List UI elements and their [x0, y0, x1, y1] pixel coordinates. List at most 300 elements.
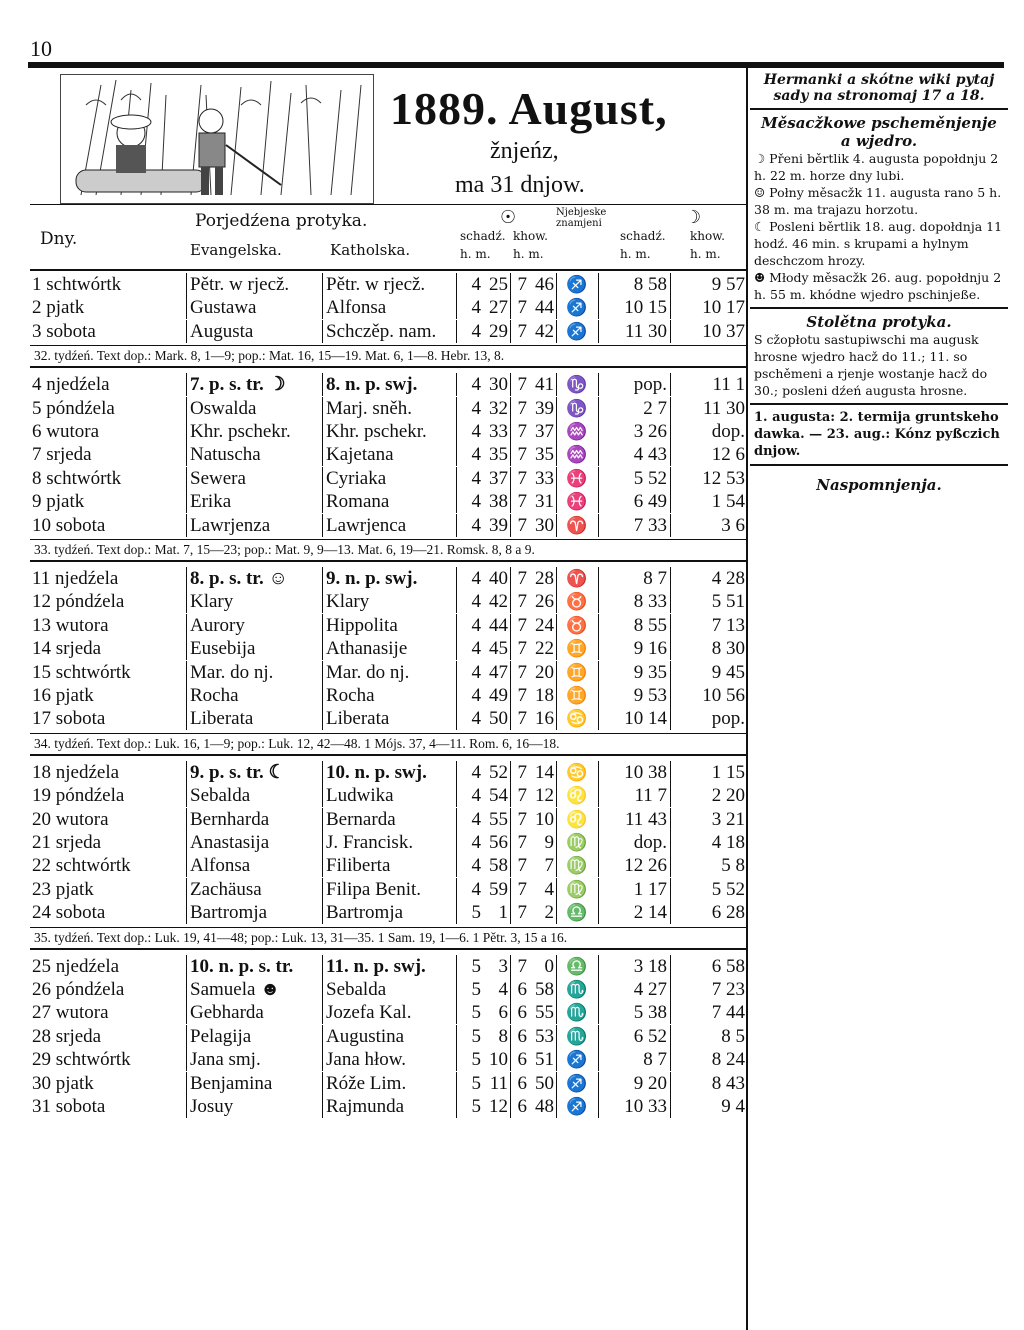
- moon-phases: [750, 110, 1008, 309]
- markets-note: [750, 68, 1008, 110]
- sunrise-minute: 4: [498, 979, 508, 1000]
- sunrise-minute: 33: [489, 421, 508, 442]
- sunset-minute: 9: [544, 832, 554, 853]
- moonset: 8 24: [670, 1048, 747, 1071]
- sunset-minute: 42: [535, 320, 554, 342]
- sunrise-minute: 12: [489, 1096, 508, 1117]
- moonrise: 12 26: [598, 854, 669, 877]
- day-row: [30, 1048, 746, 1071]
- evangelical-name: Sewera: [186, 467, 325, 490]
- moonset: 4 28: [670, 567, 747, 590]
- evangelical-name: Pětr. w rjecž.: [186, 273, 325, 296]
- day-name: 7 srjeda: [32, 444, 92, 466]
- zodiac-sign-icon: ♊: [556, 637, 597, 660]
- sunrise-minute: 3: [498, 955, 508, 977]
- moonset: 1 54: [670, 490, 747, 513]
- catholic-name: 8. n. p. swj.: [322, 373, 456, 396]
- moonrise: 11 43: [598, 808, 669, 831]
- col-evangelical: Evangelska.: [190, 241, 282, 259]
- sunset-hour: 7: [510, 854, 527, 877]
- sunrise-minute: 39: [489, 514, 508, 536]
- sunset-minute: 31: [535, 491, 554, 513]
- sunrise-hour: 4: [456, 514, 481, 537]
- sunset-minute: 7: [544, 855, 554, 877]
- sunrise-hour: 4: [456, 761, 481, 784]
- evangelical-name: Benjamina: [186, 1072, 325, 1095]
- moonrise: 9 35: [598, 661, 669, 684]
- evangelical-name: Bernharda: [186, 808, 325, 831]
- moon-phase-2: ☺ Połny měsacžk 11. augusta rano 5 h. 38 m. ma trajazu horzotu.: [754, 185, 1002, 217]
- day-row: [30, 320, 746, 343]
- moonrise: 3 26: [598, 420, 669, 443]
- day-name: 12 póndźela: [32, 591, 125, 613]
- moonset: 10 56: [670, 684, 747, 707]
- zodiac-sign-icon: ♋: [556, 707, 597, 730]
- sunset-minute: 55: [535, 1002, 554, 1024]
- sunset-hour: 7: [510, 420, 527, 443]
- catholic-name: Khr. pschekr.: [322, 420, 456, 443]
- day-row: [30, 614, 746, 637]
- sunrise-minute: 25: [489, 274, 508, 295]
- sunrise-hour: 4: [456, 854, 481, 877]
- sunset-minute: 35: [535, 444, 554, 466]
- evangelical-name: Augusta: [186, 320, 325, 343]
- day-name: 26 póndźela: [32, 979, 125, 1000]
- day-name: 3 sobota: [32, 320, 96, 342]
- sunrise-hour: 4: [456, 831, 481, 854]
- evangelical-name: 7. p. s. tr. ☽: [186, 373, 325, 396]
- sunset-minute: 41: [535, 374, 554, 396]
- sunrise-minute: 44: [489, 614, 508, 636]
- sun-icon: ☉: [500, 207, 517, 228]
- day-name: 27 wutora: [32, 1002, 109, 1024]
- day-row: [30, 273, 746, 296]
- catholic-name: Schczěp. nam.: [322, 320, 456, 343]
- catholic-name: Filiberta: [322, 854, 456, 877]
- day-row: [30, 761, 746, 784]
- sunrise-minute: 27: [489, 297, 508, 319]
- terms-note: [750, 405, 1008, 466]
- sunset-hour: 7: [510, 514, 527, 537]
- sunset-hour: 7: [510, 397, 527, 420]
- sunrise-hour: 4: [456, 590, 481, 613]
- catholic-name: Sebalda: [322, 978, 456, 1001]
- moonset: 12 6: [670, 443, 747, 466]
- moon-phase-3: ☾ Posleni běrtlik 18. aug. dopołdnja 11 hodź. 46 min. s krupami a hylnym deschczom hrozy.: [754, 219, 1003, 268]
- moonset: 6 58: [670, 955, 747, 978]
- day-row: [30, 978, 746, 1001]
- sunset-hour: 7: [510, 467, 527, 490]
- evangelical-name: Sebalda: [186, 784, 325, 807]
- sunset-hour: 7: [510, 784, 527, 807]
- catholic-name: 9. n. p. swj.: [322, 567, 456, 590]
- day-row: [30, 467, 746, 490]
- terms-text: 1. augusta: 2. termija gruntskeho dawka. — 23. aug.: Kónz pyßczich dnjow.: [754, 410, 1000, 459]
- evangelical-name: Khr. pschekr.: [186, 420, 325, 443]
- zodiac-sign-icon: ♎: [556, 955, 597, 978]
- day-row: [30, 397, 746, 420]
- day-row: [30, 901, 746, 924]
- moon-set-hm: h. m.: [690, 247, 721, 261]
- week-readings: 33. tydźeń. Text dop.: Mat. 7, 15—23; pop.: Mat. 9, 9—13. Mat. 6, 19—21. Romsk. 8, 8 a 9.: [30, 539, 746, 562]
- evangelical-name: Pelagija: [186, 1025, 325, 1048]
- catholic-name: Rocha: [322, 684, 456, 707]
- moonrise: 6 49: [598, 490, 669, 513]
- sunset-minute: 44: [535, 297, 554, 319]
- zodiac-sign-icon: ♋: [556, 761, 597, 784]
- day-name: 22 schtwórtk: [32, 855, 131, 877]
- moonset: 7 44: [670, 1001, 747, 1024]
- moon-phase-4: ☻ Młody měsacžk 26. aug. popołdnju 2 h. 55 m. khódne wjedro pschinjeße.: [754, 270, 1002, 302]
- week-readings: 35. tydźeń. Text dop.: Luk. 19, 41—48; pop.: Luk. 13, 31—35. 1 Sam. 19, 1—6. 1 Pětr. 3, 15 a 16.: [30, 927, 746, 950]
- evangelical-name: 9. p. s. tr. ☾: [186, 761, 325, 784]
- zodiac-sign-icon: ♌: [556, 808, 597, 831]
- moonset: 6 28: [670, 901, 747, 924]
- evangelical-name: 10. n. p. s. tr.: [186, 955, 325, 978]
- zodiac-sign-icon: ♐: [556, 273, 597, 296]
- moonrise: 1 17: [598, 878, 669, 901]
- sunset-minute: 37: [535, 421, 554, 442]
- zodiac-sign-icon: ♓: [556, 490, 597, 513]
- moonrise: 9 20: [598, 1072, 669, 1095]
- sunrise-hour: 4: [456, 614, 481, 637]
- day-name: 21 srjeda: [32, 832, 102, 853]
- moonrise: 6 52: [598, 1025, 669, 1048]
- catholic-name: Róže Lim.: [322, 1072, 456, 1095]
- sunrise-hour: 4: [456, 420, 481, 443]
- sunrise-minute: 47: [489, 661, 508, 683]
- zodiac-sign-icon: ♏: [556, 1025, 597, 1048]
- day-name: 25 njedźela: [32, 955, 120, 977]
- day-row: [30, 1001, 746, 1024]
- sunset-minute: 18: [535, 685, 554, 706]
- moonset: 3 21: [670, 808, 747, 831]
- sunrise-minute: 40: [489, 568, 508, 589]
- zodiac-sign-icon: ♍: [556, 854, 597, 877]
- evangelical-name: Gebharda: [186, 1001, 325, 1024]
- evangelical-name: Jana smj.: [186, 1048, 325, 1071]
- sunset-minute: 4: [544, 878, 554, 900]
- sunrise-hour: 5: [456, 1001, 481, 1024]
- catholic-name: Augustina: [322, 1025, 456, 1048]
- century-title: Stolětna protyka.: [806, 313, 952, 331]
- sunset-hour: 7: [510, 878, 527, 901]
- catholic-name: Alfonsa: [322, 296, 456, 319]
- sunrise-hour: 4: [456, 637, 481, 660]
- day-row: [30, 878, 746, 901]
- sunrise-minute: 1: [498, 902, 508, 924]
- sunrise-hour: 5: [456, 978, 481, 1001]
- day-name: 10 sobota: [32, 514, 106, 536]
- catholic-name: Athanasije: [322, 637, 456, 660]
- day-row: [30, 707, 746, 730]
- day-name: 1 schtwórtk: [32, 274, 122, 295]
- sunset-hour: 7: [510, 661, 527, 684]
- day-row: [30, 684, 746, 707]
- sunset-minute: 0: [544, 955, 554, 977]
- day-row: [30, 373, 746, 396]
- day-name: 4 njedźela: [32, 374, 110, 396]
- sunset-minute: 22: [535, 638, 554, 660]
- moonrise: 11 30: [598, 320, 669, 343]
- sunrise-hour: 5: [456, 955, 481, 978]
- zodiac-sign-icon: ♒: [556, 443, 597, 466]
- sunset-hour: 6: [510, 1048, 527, 1071]
- moonrise: 8 33: [598, 590, 669, 613]
- sunset-minute: 26: [535, 591, 554, 613]
- sunrise-hour: 4: [456, 273, 481, 296]
- catholic-name: Jozefa Kal.: [322, 1001, 456, 1024]
- sunrise-hour: 4: [456, 784, 481, 807]
- moonset: 8 43: [670, 1072, 747, 1095]
- evangelical-name: Anastasija: [186, 831, 325, 854]
- day-name: 13 wutora: [32, 614, 109, 636]
- sunrise-minute: 59: [489, 878, 508, 900]
- sunrise-minute: 42: [489, 591, 508, 613]
- day-name: 20 wutora: [32, 808, 109, 830]
- sunset-hour: 7: [510, 273, 527, 296]
- day-row: [30, 1072, 746, 1095]
- zodiac-sign-icon: ♑: [556, 397, 597, 420]
- day-row: [30, 514, 746, 537]
- sunrise-minute: 38: [489, 491, 508, 513]
- moon-set-label: khow.: [690, 229, 725, 243]
- sunrise-hour: 4: [456, 443, 481, 466]
- sunrise-minute: 56: [489, 832, 508, 853]
- day-name: 17 sobota: [32, 708, 106, 730]
- moonset: 9 4: [670, 1095, 747, 1118]
- sunset-minute: 16: [535, 708, 554, 730]
- evangelical-name: Eusebija: [186, 637, 325, 660]
- catholic-name: Cyriaka: [322, 467, 456, 490]
- day-name: 15 schtwórtk: [32, 661, 131, 683]
- zodiac-sign-icon: ♐: [556, 296, 597, 319]
- moonset: 9 45: [670, 661, 747, 684]
- day-name: 8 schtwórtk: [32, 467, 122, 489]
- sunset-hour: 7: [510, 761, 527, 784]
- moonset: 9 57: [670, 273, 747, 296]
- sunrise-hour: 4: [456, 567, 481, 590]
- day-name: 29 schtwórtk: [32, 1049, 131, 1071]
- moonrise: 8 7: [598, 1048, 669, 1071]
- day-name: 24 sobota: [32, 902, 106, 924]
- sunset-minute: 12: [535, 785, 554, 807]
- col-catholic: Katholska.: [330, 241, 411, 259]
- day-row: [30, 955, 746, 978]
- day-row: [30, 854, 746, 877]
- moonrise: 10 38: [598, 761, 669, 784]
- week-readings: 34. tydźeń. Text dop.: Luk. 16, 1—9; pop.: Luk. 12, 42—48. 1 Mójs. 37, 4—11. Rom. 6, 16—18.: [30, 733, 746, 756]
- catholic-name: Jana hłow.: [322, 1048, 456, 1071]
- day-row: [30, 490, 746, 513]
- moonrise: dop.: [598, 831, 669, 854]
- sunrise-minute: 11: [489, 1072, 508, 1094]
- sunset-minute: 51: [535, 1049, 554, 1071]
- sunrise-hour: 5: [456, 1072, 481, 1095]
- day-row: [30, 590, 746, 613]
- month-local-name: žnjeńz,: [490, 138, 559, 164]
- moonrise: 8 7: [598, 567, 669, 590]
- sunrise-hour: 4: [456, 467, 481, 490]
- zodiac-sign-icon: ♑: [556, 373, 597, 396]
- moonset: 7 23: [670, 978, 747, 1001]
- day-row: [30, 1025, 746, 1048]
- sunset-hour: 7: [510, 637, 527, 660]
- moon-rise-label: schadź.: [620, 229, 666, 243]
- sunrise-minute: 10: [489, 1049, 508, 1071]
- zodiac-sign-icon: ♓: [556, 467, 597, 490]
- sunrise-minute: 6: [498, 1002, 508, 1024]
- evangelical-name: Alfonsa: [186, 854, 325, 877]
- moonset: pop.: [670, 707, 747, 730]
- sunrise-hour: 5: [456, 1025, 481, 1048]
- day-name: 16 pjatk: [32, 685, 94, 706]
- moonset: 10 37: [670, 320, 747, 343]
- sunset-minute: 39: [535, 397, 554, 419]
- moonrise: 5 38: [598, 1001, 669, 1024]
- sunrise-minute: 29: [489, 320, 508, 342]
- days-count: ma 31 dnjow.: [455, 172, 585, 198]
- day-name: 5 póndźela: [32, 397, 115, 419]
- moonrise: 7 33: [598, 514, 669, 537]
- sunrise-hour: 4: [456, 707, 481, 730]
- catholic-name: Romana: [322, 490, 456, 513]
- sunset-minute: 24: [535, 614, 554, 636]
- day-row: [30, 1095, 746, 1118]
- sunset-hour: 6: [510, 1025, 527, 1048]
- week-readings: 32. tydźeń. Text dop.: Mark. 8, 1—9; pop.: Mat. 16, 15—19. Mat. 6, 1—8. Hebr. 13, 8.: [30, 345, 746, 368]
- moonrise: 8 55: [598, 614, 669, 637]
- sunset-hour: 7: [510, 296, 527, 319]
- day-row: [30, 808, 746, 831]
- catholic-name: Lawrjenca: [322, 514, 456, 537]
- evangelical-name: Gustawa: [186, 296, 325, 319]
- day-row: [30, 443, 746, 466]
- sunrise-minute: 49: [489, 685, 508, 706]
- moon-rise-hm: h. m.: [620, 247, 651, 261]
- evangelical-name: Erika: [186, 490, 325, 513]
- catholic-name: Hippolita: [322, 614, 456, 637]
- sunrise-hour: 5: [456, 1048, 481, 1071]
- moonrise: 10 15: [598, 296, 669, 319]
- sunset-hour: 7: [510, 955, 527, 978]
- sunrise-hour: 4: [456, 397, 481, 420]
- evangelical-name: Mar. do nj.: [186, 661, 325, 684]
- moonrise: 3 18: [598, 955, 669, 978]
- sunset-minute: 28: [535, 568, 554, 589]
- sunrise-hour: 4: [456, 878, 481, 901]
- catholic-name: Mar. do nj.: [322, 661, 456, 684]
- sun-set-hm: h. m.: [513, 247, 544, 261]
- col-day: Dny.: [40, 229, 78, 249]
- sunset-minute: 58: [535, 979, 554, 1000]
- moonrise: 2 14: [598, 901, 669, 924]
- evangelical-name: Bartromja: [186, 901, 325, 924]
- sun-rise-label: schadź.: [460, 229, 506, 243]
- catholic-name: Liberata: [322, 707, 456, 730]
- moonrise: 9 53: [598, 684, 669, 707]
- sunset-hour: 7: [510, 684, 527, 707]
- evangelical-name: Lawrjenza: [186, 514, 325, 537]
- moonset: 5 51: [670, 590, 747, 613]
- sunset-minute: 30: [535, 514, 554, 536]
- sunset-hour: 7: [510, 320, 527, 343]
- sunset-hour: 7: [510, 707, 527, 730]
- sunrise-minute: 52: [489, 761, 508, 783]
- moonrise: 10 33: [598, 1095, 669, 1118]
- moonset: dop.: [670, 420, 747, 443]
- sunrise-minute: 32: [489, 397, 508, 419]
- zodiac-sign-icon: ♏: [556, 978, 597, 1001]
- zodiac-sign-icon: ♍: [556, 831, 597, 854]
- sunrise-hour: 4: [456, 320, 481, 343]
- moonset: 8 30: [670, 637, 747, 660]
- catholic-name: Pětr. w rjecž.: [322, 273, 456, 296]
- zodiac-sign-icon: ♈: [556, 514, 597, 537]
- sunset-minute: 14: [535, 761, 554, 783]
- zodiac-sign-icon: ♌: [556, 784, 597, 807]
- catholic-name: J. Francisk.: [322, 831, 456, 854]
- moonrise: pop.: [598, 373, 669, 396]
- sunset-hour: 6: [510, 978, 527, 1001]
- illustration-children-image: [60, 74, 374, 204]
- day-name: 30 pjatk: [32, 1072, 94, 1094]
- moonset: 4 18: [670, 831, 747, 854]
- evangelical-name: Klary: [186, 590, 325, 613]
- day-name: 28 srjeda: [32, 1025, 102, 1047]
- day-row: [30, 784, 746, 807]
- evangelical-name: Natuscha: [186, 443, 325, 466]
- evangelical-name: Rocha: [186, 684, 325, 707]
- moonrise: 8 58: [598, 273, 669, 296]
- sunset-hour: 6: [510, 1001, 527, 1024]
- zodiac-sign-icon: ♐: [556, 320, 597, 343]
- moon-icon: ☽: [685, 207, 702, 228]
- sunset-minute: 48: [535, 1096, 554, 1117]
- day-row: [30, 831, 746, 854]
- sunrise-hour: 5: [456, 1095, 481, 1118]
- sunset-minute: 46: [535, 274, 554, 295]
- moonrise: 4 43: [598, 443, 669, 466]
- evangelical-name: Samuela ☻: [186, 978, 325, 1001]
- moonrise: 10 14: [598, 707, 669, 730]
- sunset-hour: 7: [510, 443, 527, 466]
- day-name: 19 póndźela: [32, 785, 125, 807]
- moonrise: 5 52: [598, 467, 669, 490]
- evangelical-name: Oswalda: [186, 397, 325, 420]
- moonset: 8 5: [670, 1025, 747, 1048]
- sunset-hour: 7: [510, 373, 527, 396]
- evangelical-name: Aurory: [186, 614, 325, 637]
- moonrise: 11 7: [598, 784, 669, 807]
- sunset-hour: 7: [510, 590, 527, 613]
- evangelical-name: 8. p. s. tr. ☺: [186, 567, 325, 590]
- month-title: 1889. August,: [390, 83, 668, 134]
- zodiac-sign-icon: ♉: [556, 614, 597, 637]
- moonset: 11 1: [670, 373, 747, 396]
- sun-rise-hm: h. m.: [460, 247, 491, 261]
- sunrise-hour: 4: [456, 490, 481, 513]
- moon-phases-title: Měsacžkowe pscheměnjenje a wjedro.: [761, 114, 997, 150]
- sunrise-hour: 5: [456, 901, 481, 924]
- sunrise-minute: 8: [498, 1025, 508, 1047]
- catholic-name: Kajetana: [322, 443, 456, 466]
- moonset: 3 6: [670, 514, 747, 537]
- sunrise-minute: 37: [489, 467, 508, 489]
- sunset-minute: 2: [544, 902, 554, 924]
- sunset-hour: 7: [510, 490, 527, 513]
- moonset: 5 8: [670, 854, 747, 877]
